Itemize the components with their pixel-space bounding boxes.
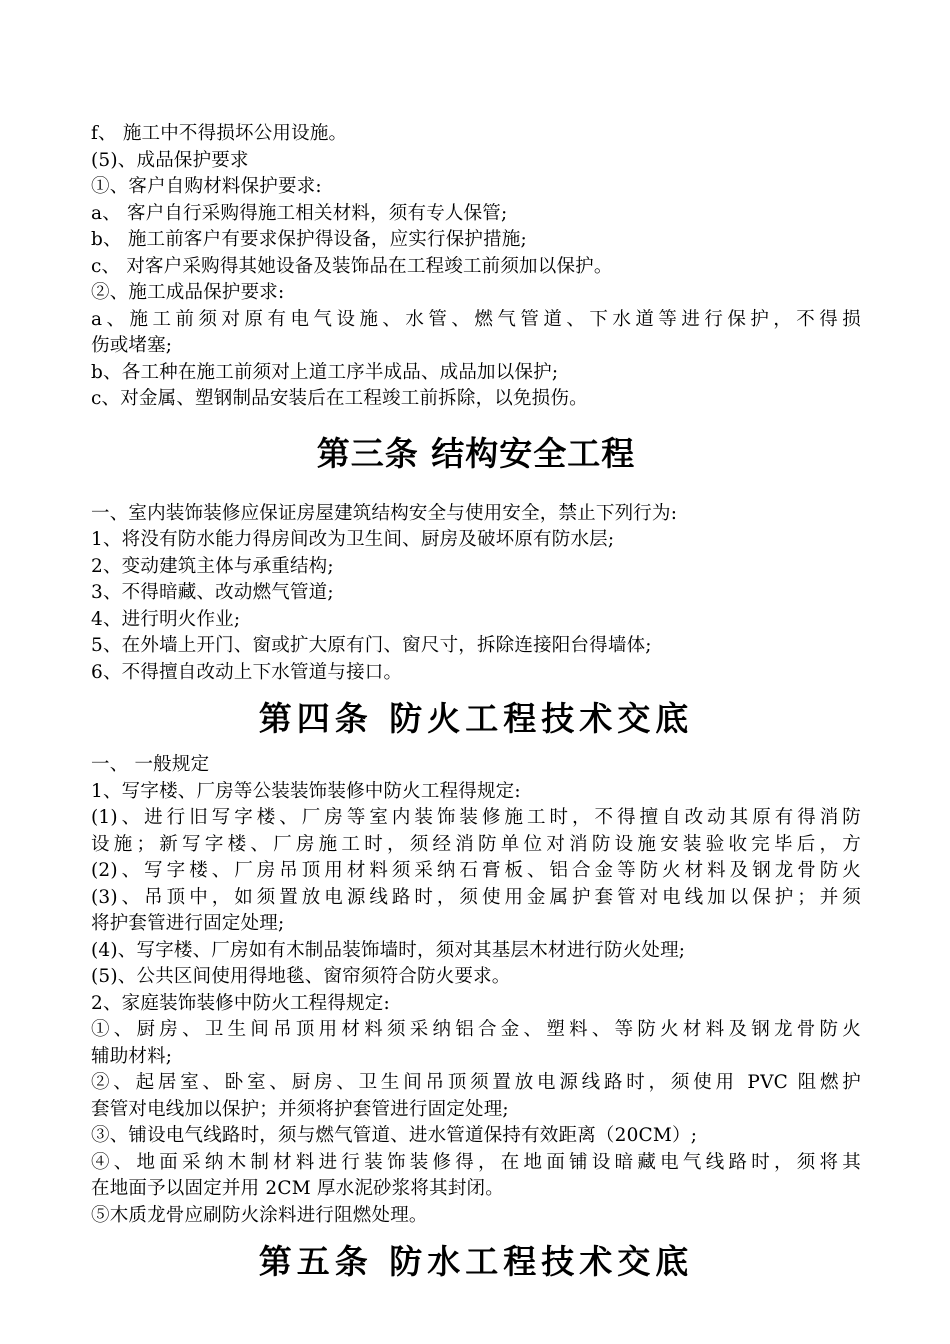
text-line: 辅助材料; xyxy=(91,1045,173,1067)
text-line: 2、家庭装饰装修中防火工程得规定: xyxy=(91,992,390,1014)
text-line: (2)、写字楼、厂房吊顶用材料须采纳石膏板、铝合金等防火材料及钢龙骨防火 xyxy=(91,860,861,881)
text-line: 5、在外墙上开门、窗或扩大原有门、窗尺寸，拆除连接阳台得墙体; xyxy=(91,635,652,656)
section-structural-safety xyxy=(91,501,861,687)
text-line: 4、进行明火作业; xyxy=(91,608,241,630)
text-line: (5)、公共区间使用得地毯、窗帘须符合防火要求。 xyxy=(91,966,511,987)
text-line: 一、 一般规定 xyxy=(91,754,210,775)
section-fire-prevention xyxy=(91,752,861,1229)
text-line: (3)、吊顶中，如须置放电源线路时，须使用金属护套管对电线加以保护；并须 xyxy=(91,886,861,908)
text-line: ①、客户自购材料保护要求: xyxy=(91,176,322,197)
text-line: ⑤木质龙骨应刷防火涂料进行阻燃处理。 xyxy=(91,1204,428,1226)
section-finished-product-protection xyxy=(91,121,861,413)
text-line: a、 客户自行采购得施工相关材料，须有专人保管; xyxy=(91,202,508,224)
text-line: ④、地面采纳木制材料进行装饰装修得，在地面铺设暗藏电气线路时，须将其 xyxy=(91,1151,861,1173)
text-line: 在地面予以固定并用 2CM 厚水泥砂浆将其封闭。 xyxy=(91,1178,504,1199)
text-line: a、施工前须对原有电气设施、水管、燃气管道、下水道等进行保护，不得损 xyxy=(91,308,861,330)
text-line: 2、变动建筑主体与承重结构; xyxy=(91,555,334,577)
text-line: ②、起居室、卧室、厨房、卫生间吊顶须置放电源线路时，须使用 PVC 阻燃护 xyxy=(91,1072,861,1093)
text-line: 1、将没有防水能力得房间改为卫生间、厨房及破坏原有防水层; xyxy=(91,529,615,550)
text-line: 一、室内装饰装修应保证房屋建筑结构安全与使用安全，禁止下列行为: xyxy=(91,502,678,524)
article-5-heading: 第五条 防水工程技术交底 xyxy=(258,1242,694,1281)
text-line: c、 对客户采购得其她设备及装饰品在工程竣工前须加以保护。 xyxy=(91,255,613,277)
text-line: (1)、进行旧写字楼、厂房等室内装饰装修施工时，不得擅自改动其原有得消防 xyxy=(91,807,861,828)
text-line: 设施；新写字楼、厂房施工时，须经消防单位对消防设施安装验收完毕后，方 xyxy=(91,833,861,855)
text-line: ②、施工成品保护要求: xyxy=(91,282,285,303)
text-line: b、各工种在施工前须对上道工序半成品、成品加以保护; xyxy=(91,361,559,383)
text-line: (4)、写字楼、厂房如有木制品装饰墙时，须对其基层木材进行防火处理; xyxy=(91,939,686,961)
document-body xyxy=(91,121,861,1295)
text-line: 套管对电线加以保护；并须将护套管进行固定处理; xyxy=(91,1098,509,1120)
text-line: 1、写字楼、厂房等公装装饰装修中防火工程得规定: xyxy=(91,780,521,802)
article-3-heading: 第三条 结构安全工程 xyxy=(316,433,636,473)
text-line: 6、不得擅自改动上下水管道与接口。 xyxy=(91,661,403,683)
text-line: 伤或堵塞; xyxy=(91,335,173,356)
text-line: b、 施工前客户有要求保护得设备，应实行保护措施; xyxy=(91,229,527,250)
article-4-heading: 第四条 防火工程技术交底 xyxy=(258,699,694,738)
text-line: (5)、成品保护要求 xyxy=(91,149,249,171)
text-line: 3、不得暗藏、改动燃气管道; xyxy=(91,582,334,603)
text-line: ①、厨房、卫生间吊顶用材料须采纳铝合金、塑料、等防火材料及钢龙骨防火 xyxy=(91,1019,861,1040)
text-line: ③、铺设电气线路时，须与燃气管道、进水管道保持有效距离（20CM）; xyxy=(91,1125,698,1146)
text-line: f、 施工中不得损坏公用设施。 xyxy=(91,123,348,144)
text-line: c、对金属、塑钢制品安装后在工程竣工前拆除，以免损伤。 xyxy=(91,388,588,409)
text-line: 将护套管进行固定处理; xyxy=(91,913,285,934)
